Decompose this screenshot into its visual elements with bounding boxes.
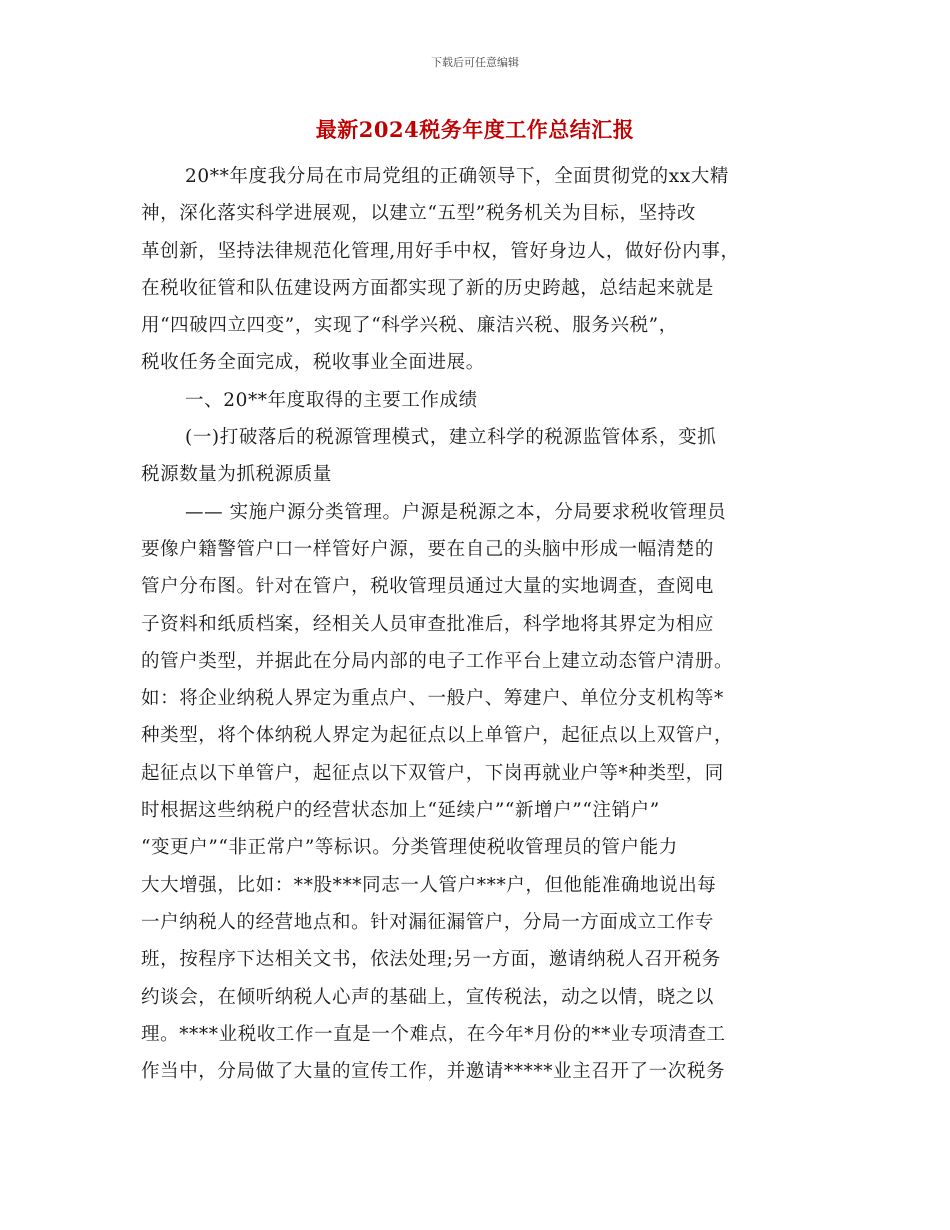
text-line: 班，按程序下达相关文书，依法处理;另一方面，邀请纳税人召开税务 xyxy=(141,949,721,971)
header-note: 下载后可任意编辑 xyxy=(431,56,519,69)
text-line: 要像户籍警管户口一样管好户源，要在自己的头脑中形成一幅清楚的 xyxy=(141,538,715,560)
document-title: 最新2024税务年度工作总结汇报 xyxy=(315,117,635,142)
document-body xyxy=(141,158,821,1090)
text-line: 起征点以下单管户，起征点以下双管户，下岗再就业户等*种类型，同 xyxy=(141,762,724,784)
text-line: “变更户”“非正常户”等标识。分类管理使税收管理员的管户能力 xyxy=(141,837,678,859)
section-heading: 一、20**年度取得的主要工作成绩 xyxy=(185,389,478,411)
text-line: 管户分布图。针对在管户，税收管理员通过大量的实地调查，查阅电 xyxy=(141,576,715,598)
text-line: 神，深化落实科学进展观，以建立“五型”税务机关为目标，坚持改 xyxy=(141,203,696,225)
text-line: 如：将企业纳税人界定为重点户、一般户、筹建户、单位分支机构等* xyxy=(141,688,724,710)
text-line: 革创新，坚持法律规范化管理,用好手中权，管好身边人，做好份内事， xyxy=(141,240,740,262)
text-line: 作当中，分局做了大量的宣传工作，并邀请*****业主召开了一次税务 xyxy=(141,1061,726,1083)
text-line: 税收任务全面完成，税收事业全面进展。 xyxy=(141,352,485,374)
text-line: 一户纳税人的经营地点和。针对漏征漏管户，分局一方面成立工作专 xyxy=(141,911,715,933)
text-line: 在税收征管和队伍建设两方面都实现了新的历史跨越，总结起来就是 xyxy=(141,277,715,299)
text-line: 20**年度我分局在市局党组的正确领导下，全面贯彻党的xx大精 xyxy=(185,166,730,187)
text-line: 的管户类型，并据此在分局内部的电子工作平台上建立动态管户清册。 xyxy=(141,650,734,672)
text-line: 时根据这些纳税户的经营状态加上“延续户”“新增户”“注销户” xyxy=(141,800,660,822)
text-line: —— 实施户源分类管理。户源是税源之本，分局要求税收管理员 xyxy=(185,501,727,523)
text-line: 种类型，将个体纳税人界定为起征点以上单管户，起征点以上双管户， xyxy=(141,725,734,747)
text-line: 用“四破四立四变”，实现了“科学兴税、廉洁兴税、服务兴税”， xyxy=(141,315,678,337)
text-line: 子资料和纸质档案，经相关人员审查批准后，科学地将其界定为相应 xyxy=(141,613,715,635)
text-line: 大大增强，比如：**股***同志一人管户***户，但他能准确地说出每 xyxy=(141,874,717,896)
text-line: 理。****业税收工作一直是一个难点，在今年*月份的**业专项清查工 xyxy=(141,1023,726,1045)
text-line: 约谈会，在倾听纳税人心声的基础上，宣传税法，动之以情，晓之以 xyxy=(141,986,715,1008)
subsection-heading: (一)打破落后的税源管理模式，建立科学的税源监管体系，变抓 xyxy=(185,427,717,449)
subsection-heading-cont: 税源数量为抓税源质量 xyxy=(141,464,333,486)
